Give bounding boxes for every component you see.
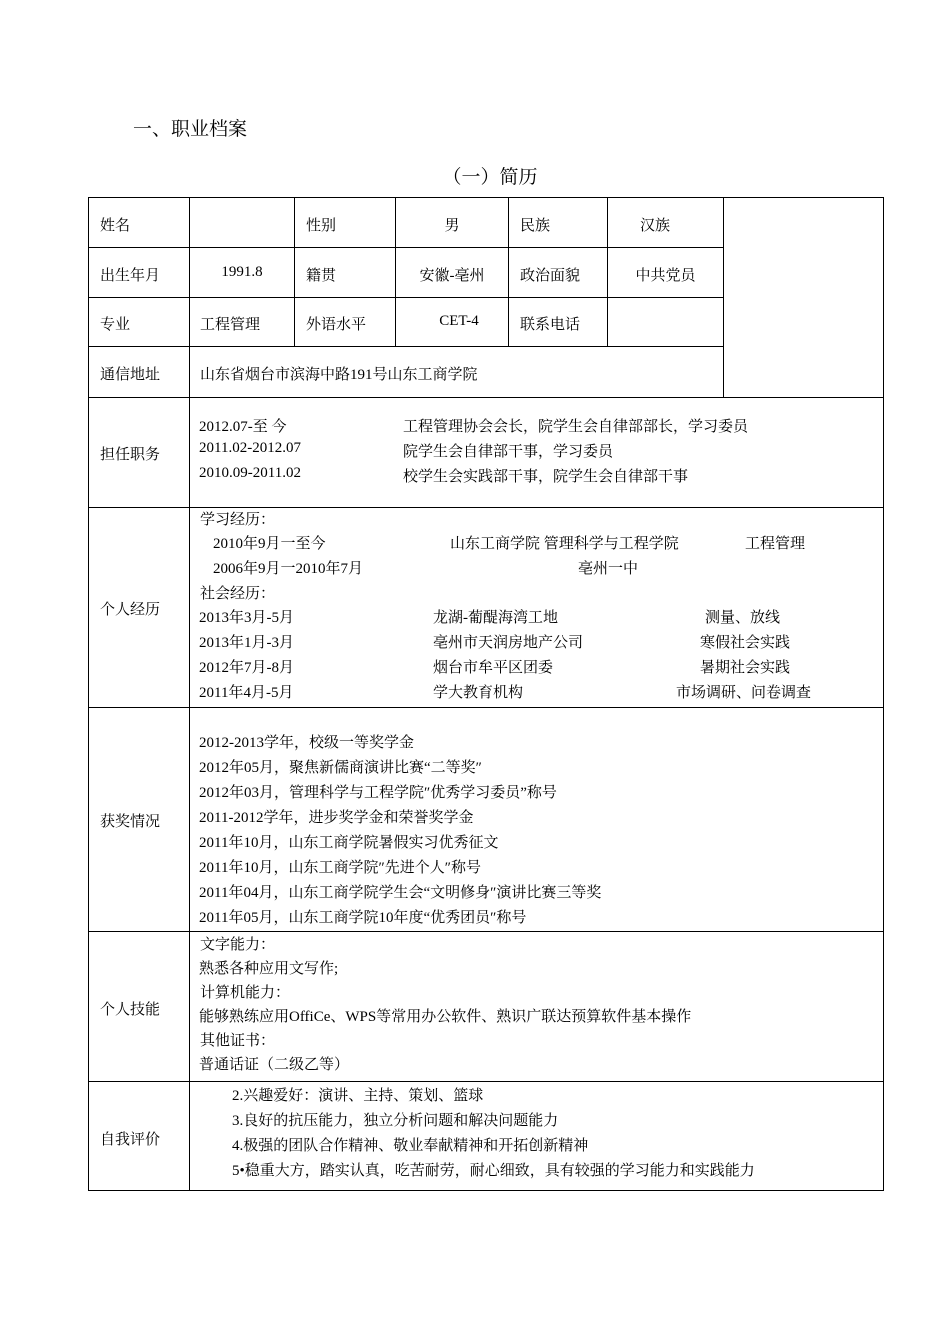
address-label: 通信地址 <box>100 365 161 383</box>
award-item: 2011-2012学年，进步奖学金和荣誉奖学金 <box>199 810 474 826</box>
positions-label: 担任职务 <box>100 445 161 463</box>
language-label: 外语水平 <box>306 315 367 333</box>
resume-subtitle: （一）简历 <box>442 167 538 188</box>
origin-label: 籍贯 <box>306 266 337 284</box>
social-place: 学大教育机构 <box>433 685 524 701</box>
ethnicity-label: 民族 <box>520 216 551 234</box>
study-detail: 工程管理 <box>745 536 806 552</box>
self-eval-item: 3.良好的抗压能力，独立分析问题和解决问题能力 <box>232 1113 559 1129</box>
award-item: 2011年10月，山东工商学院″先进个人″称号 <box>199 860 481 876</box>
awards-label: 获奖情况 <box>100 812 161 830</box>
position-period: 2010.09-2011.02 <box>199 465 301 481</box>
social-period: 2012年7月-8月 <box>199 660 294 676</box>
major-value: 工程管理 <box>200 315 261 333</box>
self-eval-item: 5•稳重大方，踏实认真，吃苦耐劳，耐心细致，具有较强的学习能力和实践能力 <box>232 1163 755 1179</box>
gender-label: 性别 <box>306 216 337 234</box>
position-period: 2011.02-2012.07 <box>199 440 301 456</box>
social-place: 亳州市天润房地产公司 <box>433 635 584 651</box>
computer-title: 计算机能力： <box>200 983 291 1001</box>
self-eval-item: 2.兴趣爱好：演讲、主持、策划、篮球 <box>232 1088 484 1104</box>
phone-label: 联系电话 <box>520 315 581 333</box>
ethnicity-value: 汉族 <box>640 218 671 234</box>
social-detail: 测量、放线 <box>705 610 781 626</box>
social-detail: 市场调研、问卷调查 <box>676 685 812 701</box>
language-value: CET-4 <box>439 313 479 329</box>
social-detail: 寒假社会实践 <box>700 635 791 651</box>
origin-value: 安徽-亳州 <box>419 268 485 284</box>
social-period: 2013年3月-5月 <box>199 610 294 626</box>
experience-label: 个人经历 <box>100 600 161 618</box>
award-item: 2011年04月，山东工商学院学生会“文明修身″演讲比赛三等奖 <box>199 885 602 901</box>
position-role: 工程管理协会会长，院学生会自律部部长，学习委员 <box>403 419 749 435</box>
skills-label: 个人技能 <box>100 1000 161 1018</box>
social-place: 龙湖-葡醍海湾工地 <box>433 610 558 626</box>
name-label: 姓名 <box>100 216 131 234</box>
social-period: 2013年1月-3月 <box>199 635 294 651</box>
gender-value: 男 <box>444 218 460 234</box>
birth-value: 1991.8 <box>221 264 263 280</box>
study-period: 2010年9月一至今 <box>213 536 326 552</box>
award-item: 2011年10月，山东工商学院暑假实习优秀征文 <box>199 835 499 851</box>
cert-title: 其他证书： <box>200 1031 276 1049</box>
writing-skill: 熟悉各种应用文写作; <box>199 961 339 977</box>
self-eval-item: 4.极强的团队合作精神、敬业奉献精神和开拓创新精神 <box>232 1138 589 1154</box>
self-eval-label: 自我评价 <box>100 1130 161 1148</box>
social-place: 烟台市牟平区团委 <box>433 660 554 676</box>
computer-skill: 能够熟练应用OffiCe、WPS等常用办公软件、熟识广联达预算软件基本操作 <box>199 1009 692 1025</box>
award-item: 2012年03月，管理科学与工程学院″优秀学习委员”称号 <box>199 785 557 801</box>
study-detail: 亳州一中 <box>578 561 639 577</box>
politics-label: 政治面貌 <box>520 266 581 284</box>
study-title: 学习经历： <box>200 510 276 528</box>
social-period: 2011年4月-5月 <box>199 685 294 701</box>
position-role: 校学生会实践部干事，院学生会自律部干事 <box>403 469 689 485</box>
social-detail: 暑期社会实践 <box>700 660 791 676</box>
cert-value: 普通话证（二级乙等） <box>199 1057 350 1073</box>
major-label: 专业 <box>100 315 131 333</box>
birth-label: 出生年月 <box>100 266 161 284</box>
award-item: 2012-2013学年，校级一等奖学金 <box>199 735 414 751</box>
study-place: 山东工商学院 管理科学与工程学院 <box>450 536 679 552</box>
study-period: 2006年9月一2010年7月 <box>213 561 364 577</box>
politics-value: 中共党员 <box>635 268 696 284</box>
social-title: 社会经历： <box>200 584 276 602</box>
award-item: 2012年05月，聚焦新儒商演讲比赛“二等奖″ <box>199 760 482 776</box>
award-item: 2011年05月，山东工商学院10年度“优秀团员″称号 <box>199 910 527 926</box>
position-role: 院学生会自律部干事，学习委员 <box>403 444 614 460</box>
address-value: 山东省烟台市滨海中路191号山东工商学院 <box>200 367 478 383</box>
page-heading: 一、职业档案 <box>133 119 248 140</box>
position-period: 2012.07-至 今 <box>199 419 287 435</box>
writing-title: 文字能力： <box>200 935 276 953</box>
